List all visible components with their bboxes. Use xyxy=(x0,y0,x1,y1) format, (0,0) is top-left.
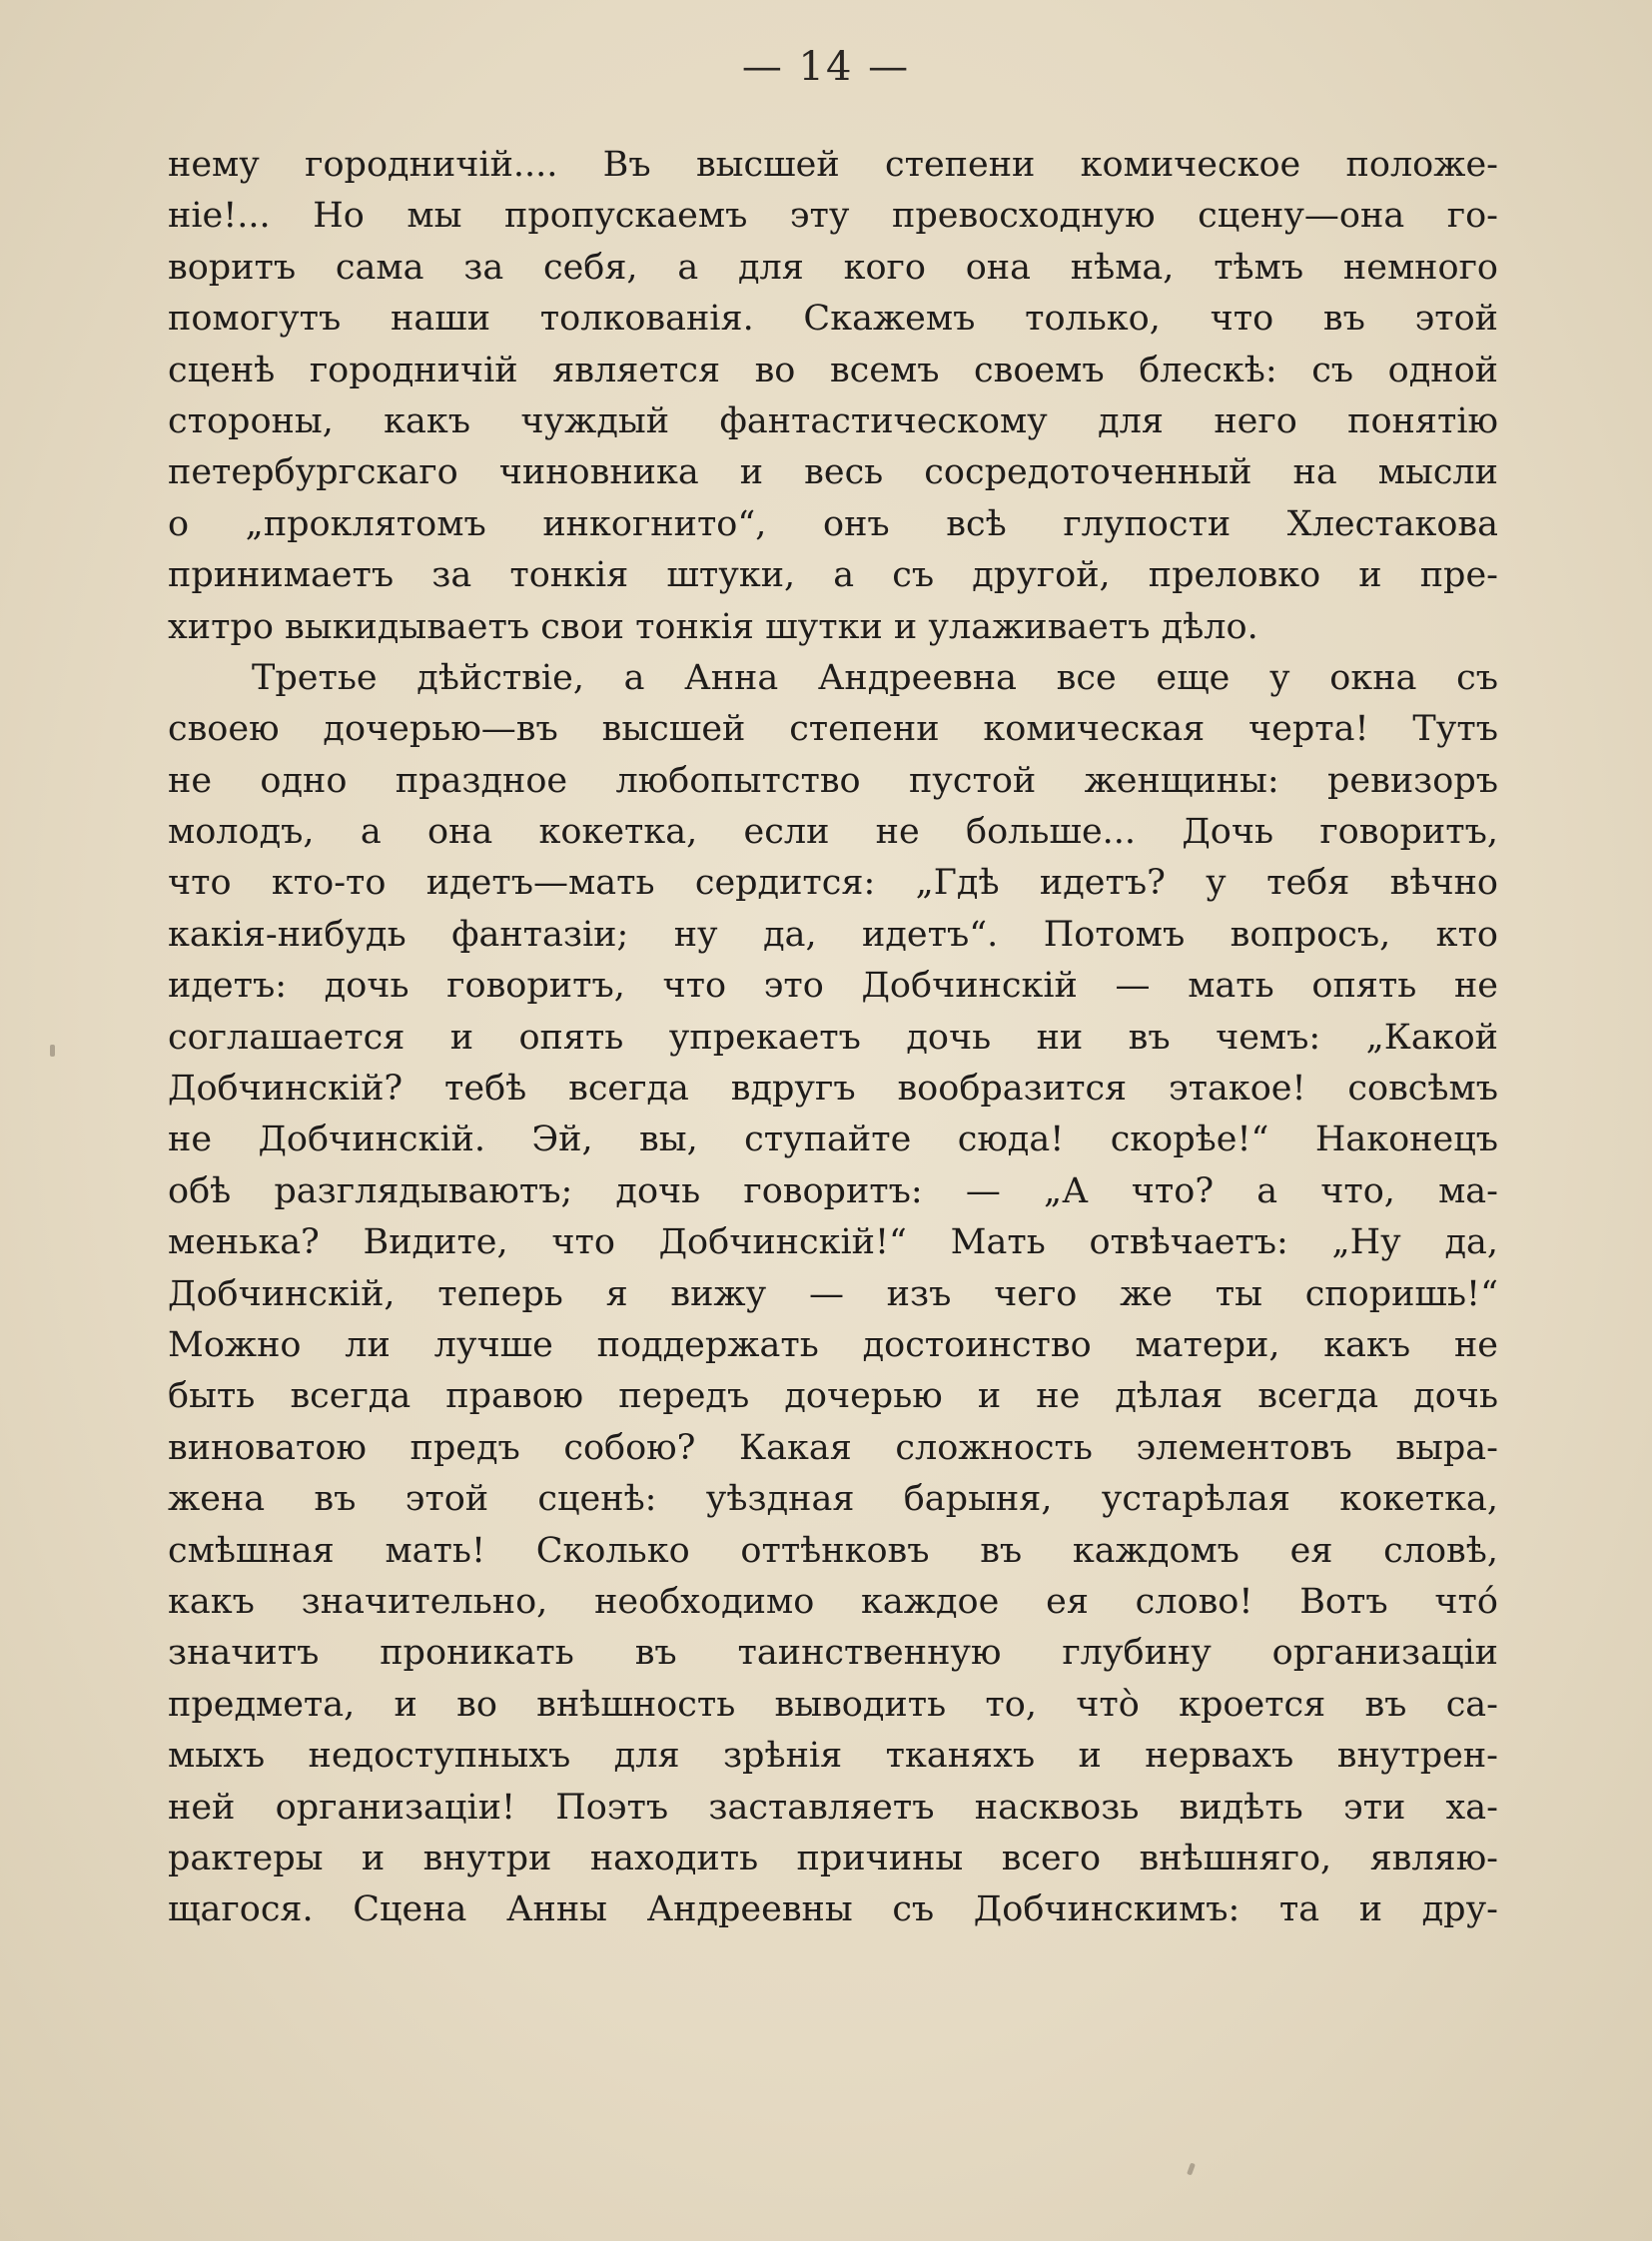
text-line: стороны, какъ чуждый фантастическому для него понятію xyxy=(168,400,1498,441)
text-line: ніе!... Но мы пропускаемъ эту превосходную сцену—она го- xyxy=(168,196,1498,237)
text-line: соглашается и опять упрекаетъ дочь ни въ чемъ: „Какой xyxy=(168,1017,1498,1058)
text-line: нему городничій.... Въ высшей степени комическое положе- xyxy=(168,145,1498,185)
text-line: обѣ разглядываютъ; дочь говоритъ: — „А что? а что, ма- xyxy=(168,1170,1498,1211)
text-line: своею дочерью—въ высшей степени комическая черта! Тутъ xyxy=(168,709,1498,750)
text-line: Добчинскій? тебѣ всегда вдругъ вообразится этакое! совсѣмъ xyxy=(168,1069,1498,1110)
text-line: воритъ сама за себя, а для кого она нѣма, тѣмъ немного xyxy=(168,247,1498,288)
paper-speck xyxy=(1187,2163,1196,2176)
text-line: какія-нибудь фантазіи; ну да, идетъ“. Потомъ вопросъ, кто xyxy=(168,914,1498,955)
text-line: петербургскаго чиновника и весь сосредоточенный на мысли xyxy=(168,452,1498,493)
paragraph-first-line: Третье дѣйствіе, а Анна Андреевна все еще у окна съ xyxy=(252,657,1498,698)
text-line: сценѣ городничій является во всемъ своемъ блескѣ: съ одной xyxy=(168,350,1498,390)
text-line: Можно ли лучше поддержать достоинство матери, какъ не xyxy=(168,1324,1498,1365)
text-line: не Добчинскій. Эй, вы, ступайте сюда! скорѣе!“ Наконецъ xyxy=(168,1120,1498,1160)
text-line: помогутъ наши толкованія. Скажемъ только, что въ этой xyxy=(168,299,1498,340)
text-line: смѣшная мать! Сколько оттѣнковъ въ каждомъ ея словѣ, xyxy=(168,1530,1498,1571)
text-line: мыхъ недоступныхъ для зрѣнія тканяхъ и нервахъ внутрен- xyxy=(168,1736,1498,1777)
text-line: о „проклятомъ инкогнито“, онъ всѣ глупости Хлестакова xyxy=(168,503,1498,544)
paper-speck xyxy=(50,1045,55,1057)
text-line: рактеры и внутри находить причины всего внѣшняго, являю- xyxy=(168,1838,1498,1878)
text-line: не одно праздное любопытство пустой женщины: ревизоръ xyxy=(168,760,1498,801)
text-line: жена въ этой сценѣ: уѣздная барыня, устарѣлая кокетка, xyxy=(168,1479,1498,1520)
text-line: быть всегда правою передъ дочерью и не дѣлая всегда дочь xyxy=(168,1376,1498,1417)
text-line: Добчинскій, теперь я вижу — изъ чего же ты споришь!“ xyxy=(168,1273,1498,1314)
text-line: ней организаціи! Поэтъ заставляетъ насквозь видѣть эти ха- xyxy=(168,1787,1498,1828)
page-number: — 14 — xyxy=(741,44,911,90)
text-line: виноватою предъ собою? Какая сложность элементовъ выра- xyxy=(168,1427,1498,1468)
text-line: какъ значительно, необходимо каждое ея слово! Вотъ чтó xyxy=(168,1581,1498,1622)
text-line: хитро выкидываетъ свои тонкія шутки и улаживаетъ дѣло. xyxy=(168,606,1258,647)
text-line: молодъ, а она кокетка, если не больше... Дочь говоритъ, xyxy=(168,812,1498,853)
text-line: принимаетъ за тонкія штуки, а съ другой, преловко и пре- xyxy=(168,555,1498,596)
text-line: предмета, и во внѣшность выводить то, чтò кроется въ са- xyxy=(168,1684,1498,1725)
text-line: что кто-то идетъ—мать сердится: „Гдѣ идетъ? у тебя вѣчно xyxy=(168,863,1498,904)
body-text xyxy=(168,140,1498,1936)
text-line: менька? Видите, что Добчинскій!“ Мать отвѣчаетъ: „Ну да, xyxy=(168,1222,1498,1263)
text-line: щагося. Сцена Анны Андреевны съ Добчинскимъ: та и дру- xyxy=(168,1889,1498,1930)
text-line: идетъ: дочь говоритъ, что это Добчинскій — мать опять не xyxy=(168,966,1498,1007)
text-line: значитъ проникать въ таинственную глубину организаціи xyxy=(168,1633,1498,1674)
